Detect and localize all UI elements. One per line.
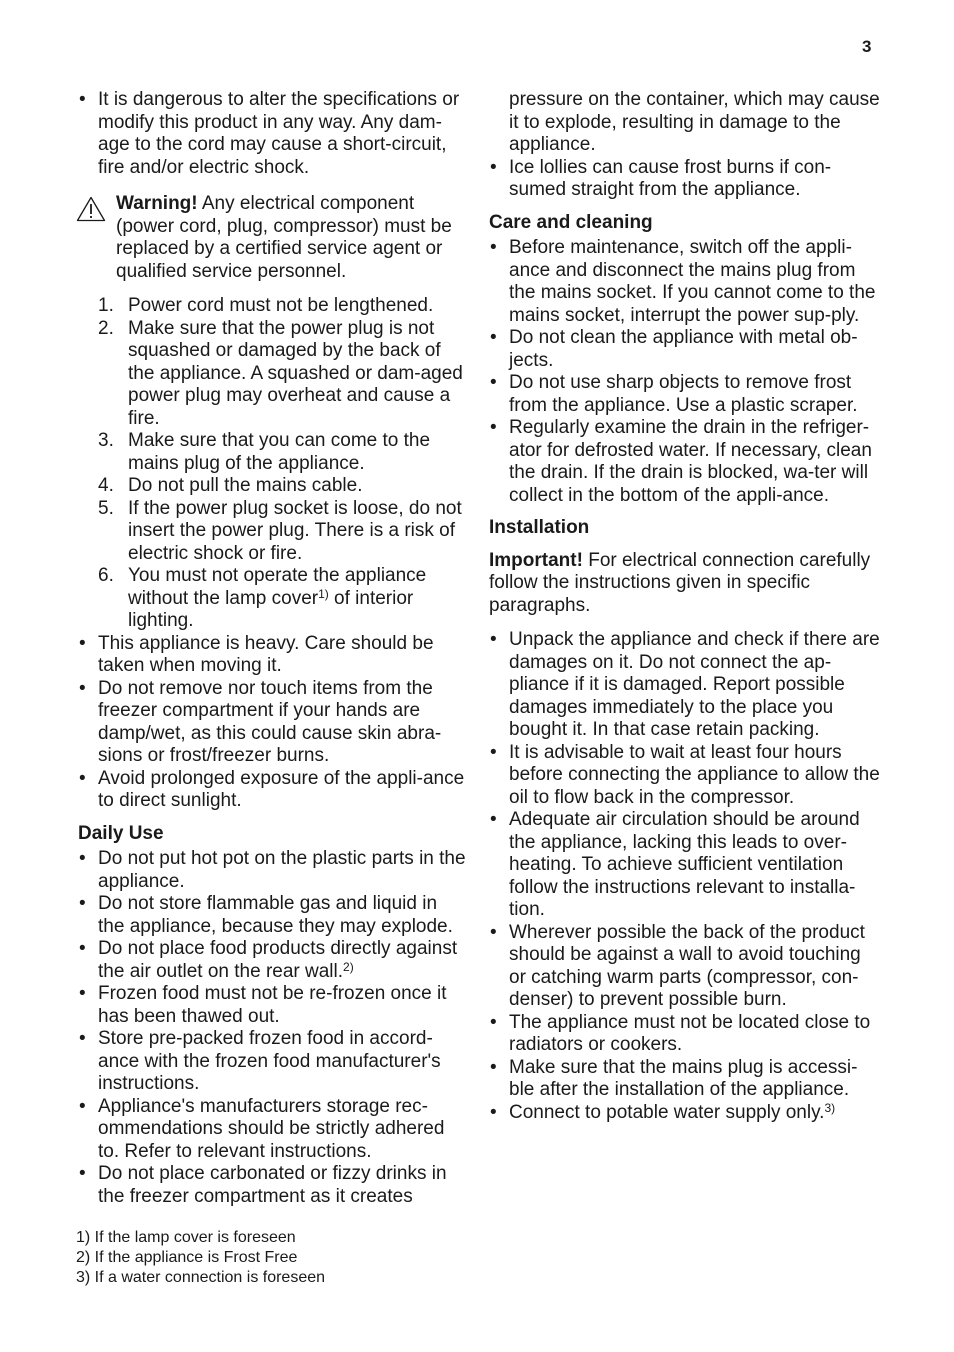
list-item: • Frozen food must not be re-frozen once it has been thawed out. [78, 983, 468, 1028]
list-item: • Wherever possible the back of the product should be against a wall to avoid touching or catching warm parts (compressor, con-denser) to prevent possible burn. [489, 922, 881, 1012]
section-heading: Care and cleaning [489, 211, 653, 233]
footnote-ref: 1) [318, 586, 329, 601]
important-text: For electrical connection carefully follow the instructions given in specific paragraphs. [489, 549, 871, 616]
list-item: • Make sure that the mains plug is accessi-ble after the installation of the appliance. [489, 1057, 881, 1102]
list-item: • Do not place food products directly against the air outlet on the rear wall.$^{2)}$ [78, 938, 468, 983]
list-item: • Regularly examine the drain in the refriger-ator for defrosted water. If necessary, clean the drain. If the drain is blocked, wa-ter will collect in the bottom of the appli-ance. [489, 417, 881, 507]
list-item: • Do not remove nor touch items from the freezer compartment if your hands are damp/wet, as this could cause skin abra-sions or frost/freezer burns. [78, 678, 468, 768]
numbered-item: 2. Make sure that the power plug is not squashed or damaged by the back of the appliance. A squashed or dam-aged power plug may overheat and cause a fire. [98, 317, 463, 429]
warning-text: Any electrical component (power cord, plug, compressor) must be replaced by a certified service agent or qualified service personnel. [116, 193, 452, 282]
list-item: • The appliance must not be located close to radiators or cookers. [489, 1012, 881, 1057]
numbered-item: 1. Power cord must not be lengthened. [98, 295, 434, 316]
warning-block [78, 193, 468, 283]
list-item: • Connect to potable water supply only.$^{3)}$ [489, 1102, 881, 1125]
numbered-item: 4. Do not pull the mains cable. [98, 475, 363, 496]
numbered-item: 6. You must not operate the appliance without the lamp cover$^{1)}$ of interior lighting. [98, 565, 427, 631]
numbered-item: 3. Make sure that you can come to the mains plug of the appliance. [98, 430, 431, 474]
numbered-item: 5. If the power plug socket is loose, do not insert the power plug. There is a risk of electric shock or fire. [98, 497, 462, 564]
list-item: • Do not clean the appliance with metal ob-jects. [489, 327, 881, 372]
list-item: • Unpack the appliance and check if there are damages on it. Do not connect the ap-pliance if it is damaged. Report possible damages immediately to the place you bought it. In that case retain packing. [489, 629, 881, 742]
right-column [489, 89, 881, 1124]
list-item: • This appliance is heavy. Care should be taken when moving it. [78, 633, 468, 678]
footnote-ref: 3) [824, 1100, 836, 1115]
list-item: • Ice lollies can cause frost burns if con-sumed straight from the appliance. [489, 157, 881, 202]
footnote: 1) If the lamp cover is foreseen [76, 1229, 296, 1246]
footnote: 3) If a water connection is foreseen [76, 1268, 326, 1286]
list-item: • Before maintenance, switch off the appli-ance and disconnect the mains plug from the mains socket. If you cannot come to the mains socket, interrupt the power sup-ply. [489, 237, 881, 327]
footnote: 2) If the appliance is Frost Free [76, 1248, 298, 1266]
list-item: • Appliance's manufacturers storage rec-ommendations should be strictly adhered to. Refer to relevant instructions. [78, 1096, 468, 1164]
important-label: Important! [489, 549, 583, 571]
list-item: • Adequate air circulation should be around the appliance, lacking this leads to over-heating. To achieve sufficient ventilation follow the instructions relevant to installa-tion. [489, 809, 881, 922]
page-number: 3 [862, 37, 872, 56]
list-item: • It is dangerous to alter the specifications or modify this product in any way. Any dam-age to the cord may cause a short-circuit, fire and/or electric shock. [78, 89, 468, 179]
important-note [489, 550, 881, 618]
list-item: • Do not place carbonated or fizzy drinks in the freezer compartment as it creates [78, 1163, 468, 1208]
section-heading: Installation [489, 517, 590, 538]
list-item: • Do not use sharp objects to remove frost from the appliance. Use a plastic scraper. [489, 372, 881, 417]
footnotes [76, 1228, 325, 1287]
list-item: • Avoid prolonged exposure of the appli-ance to direct sunlight. [78, 768, 468, 813]
list-item: • Do not put hot pot on the plastic parts in the appliance. [78, 848, 468, 893]
footnote-ref: 2) [343, 959, 354, 974]
list-item: • Do not store flammable gas and liquid in the appliance, because they may explode. [78, 893, 468, 938]
left-column [78, 89, 468, 1208]
continued-text: pressure on the container, which may cause it to explode, resulting in damage to the appliance. [509, 89, 880, 155]
list-item: • Store pre-packed frozen food in accord-ance with the frozen food manufacturer's instructions. [78, 1028, 468, 1096]
section-heading: Daily Use [78, 822, 164, 844]
warning-triangle-icon [76, 196, 106, 222]
list-item: • It is advisable to wait at least four hours before connecting the appliance to allow the oil to flow back in the compressor. [489, 742, 881, 810]
warning-label: Warning! [116, 193, 198, 214]
